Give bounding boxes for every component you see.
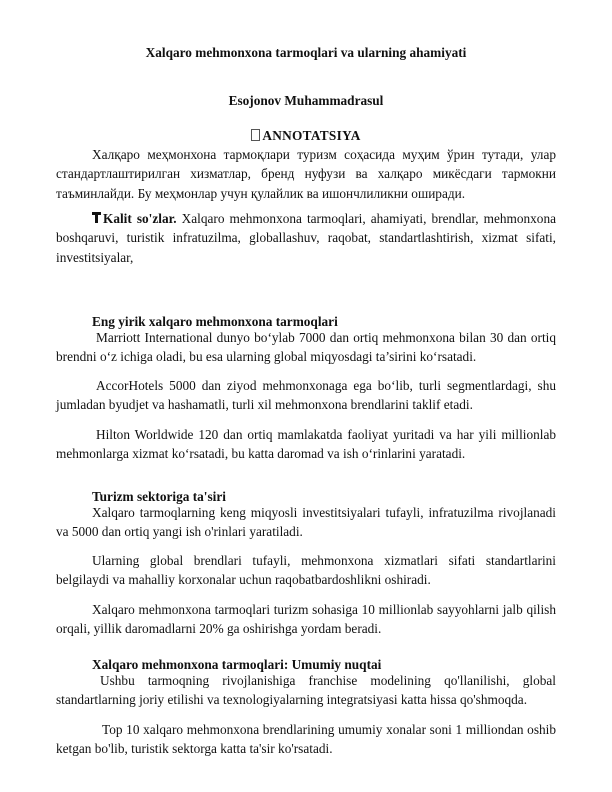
keywords-label: Kalit so'zlar. (103, 211, 177, 226)
section-paragraph (56, 328, 556, 367)
section-heading: Eng yirik xalqaro mehmonxona tarmoqlari (92, 314, 338, 329)
document-title: Xalqaro mehmonxona tarmoqlari va ularning ahamiyati (145, 45, 467, 60)
paragraph-text: Top 10 xalqaro mehmonxona brendlarining umumiy xonalar soni 1 milliondan oshib ketgan bo'lib, turistik sektorga katta ta'sir ko'rsatadi. (56, 722, 556, 757)
section-paragraph (56, 425, 556, 464)
missing-glyph-icon (251, 129, 260, 141)
section-paragraph (56, 503, 556, 542)
section-paragraph (56, 376, 556, 415)
annotation-block (56, 145, 556, 203)
annotation-heading-row (0, 128, 612, 144)
paragraph-text: AccorHotels 5000 dan ziyod mehmonxonaga ega bo‘lib, turli segmentlardagi, shu jumladan byudjet va hashamatli, turli xil mehmonxona brendlarini taklif etadi. (56, 378, 556, 413)
keywords-text: Xalqaro mehmonxona tarmoqlari, ahamiyati, brendlar, mehmonxona boshqaruvi, turistik infratuzilma, globallashuv, raqobat, standartlashtirish, xizmat sifati, investitsiyalar, (56, 211, 556, 265)
paragraph-text: Xalqaro mehmonxona tarmoqlari turizm sohasiga 10 millionlab sayyohlarni jalb qilish orqali, yillik daromadlarni 20% ga oshirishga yordam beradi. (56, 602, 556, 637)
paragraph-text: Hilton Worldwide 120 dan ortiq mamlakatda faoliyat yuritadi va har yili millionlab mehmonlarga xizmat ko‘rsatadi, bu katta daromad va ish o‘rinlarini yaratadi. (56, 427, 556, 462)
section-paragraph (56, 720, 556, 759)
author-name: Esojonov Muhammadrasul (228, 93, 384, 108)
section-heading: Turizm sektoriga ta'siri (92, 489, 226, 504)
section-heading: Xalqaro mehmonxona tarmoqlari: Umumiy nuqtai (92, 657, 382, 672)
paragraph-text: Ushbu tarmoqning rivojlanishiga franchise modelining qo'llanilishi, global standartlarning joriy etilishi va texnologiyalarning integratsiyasi katta hissa qo'shmoqda. (56, 673, 556, 708)
keywords-paragraph (56, 209, 556, 267)
section-paragraph (56, 551, 556, 590)
paragraph-text: Ularning global brendlari tufayli, mehmonxona xizmatlari sifati standartlarini belgilaydi va mahalliy korxonalar uchun raqobatbardoshlikni oshiradi. (56, 553, 556, 588)
pushpin-icon (92, 211, 101, 224)
section-paragraph (56, 671, 556, 710)
paragraph-text: Xalqaro tarmoqlarning keng miqyosli investitsiyalari tufayli, infratuzilma rivojlanadi va 5000 dan ortiq yangi ish o'rinlari yaratiladi. (56, 505, 556, 540)
annotation-text: Халқаро меҳмонхона тармоқлари туризм соҳасида муҳим ўрин тутади, улар стандартлаштирилган хизматлар, бренд нуфузи ва халқаро микёсдаги тармокни таъминлайди. Бу меҳмонлар учун қулайлик ва ишончлиликни оширади. (56, 147, 556, 201)
keywords-block (56, 209, 556, 267)
paragraph-text: Marriott International dunyo bo‘ylab 7000 dan ortiq mehmonxona bilan 30 dan ortiq brendni o‘z ichiga oladi, bu esa ularning global miqyosdagi ta’sirini ko‘rsatadi. (56, 330, 556, 365)
section-paragraph (56, 600, 556, 639)
annotation-heading: ANNOTATSIYA (262, 128, 361, 143)
